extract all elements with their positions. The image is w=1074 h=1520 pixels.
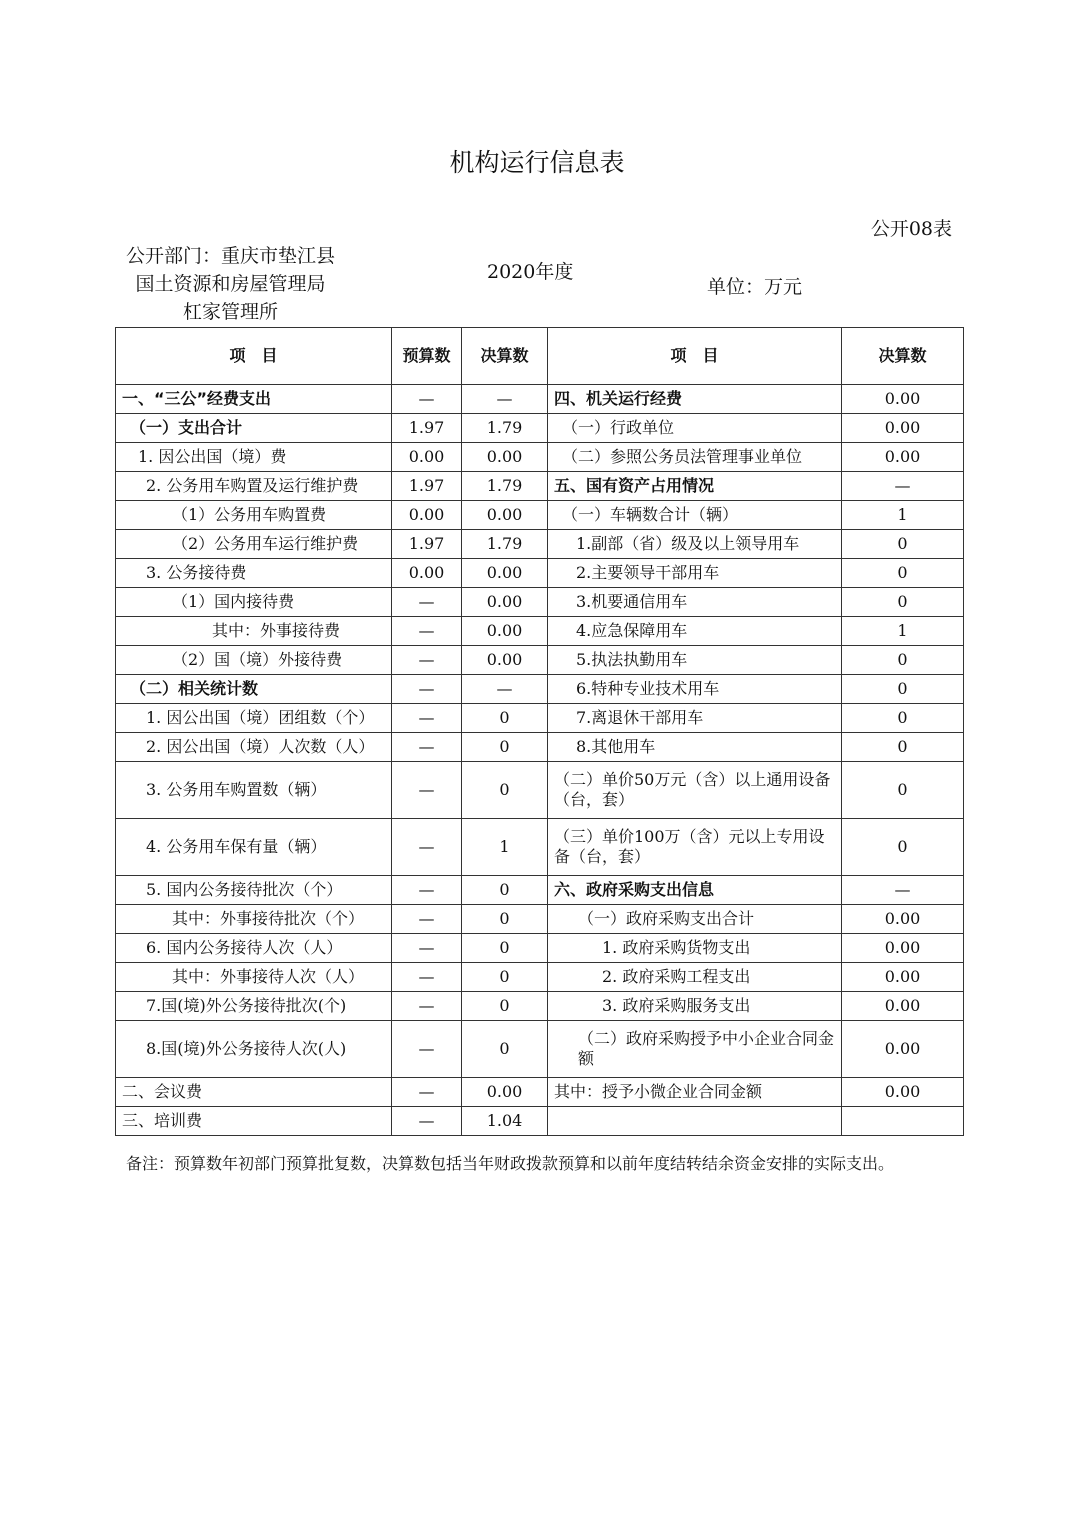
row-right-value: 0 — [842, 646, 964, 675]
header-budget-text: 预算数 — [402, 346, 451, 365]
row-right-item: 六、政府采购支出信息 — [548, 876, 842, 905]
row-right-item: 4.应急保障用车 — [548, 617, 842, 646]
table-row — [116, 530, 964, 559]
row-right-item: （二）参照公务员法管理事业单位 — [548, 443, 842, 472]
row-right-value: 0.00 — [842, 443, 964, 472]
row-right-item: 五、国有资产占用情况 — [548, 472, 842, 501]
row-right-item: 1.副部（省）级及以上领导用车 — [548, 530, 842, 559]
fiscal-year: 2020年度 — [487, 261, 574, 283]
row-budget-value: — — [392, 934, 462, 963]
table-row — [116, 385, 964, 414]
row-budget-value: — — [392, 675, 462, 704]
row-budget-value: — — [392, 876, 462, 905]
row-right-item: （二）单价50万元（含）以上通用设备（台，套） — [548, 762, 842, 819]
row-left-item: 8.国(境)外公务接待人次(人) — [116, 1021, 392, 1078]
row-right-value — [842, 1107, 964, 1136]
row-final-value: 0.00 — [462, 646, 548, 675]
header-budget — [392, 328, 462, 385]
row-final-value: — — [462, 385, 548, 414]
row-budget-value: — — [392, 733, 462, 762]
row-budget-value: — — [392, 646, 462, 675]
row-final-value: 0.00 — [462, 1078, 548, 1107]
row-right-value: — — [842, 472, 964, 501]
table-body — [116, 385, 964, 1136]
row-left-item: 7.国(境)外公务接待批次(个) — [116, 992, 392, 1021]
row-right-value: 0.00 — [842, 934, 964, 963]
table-row — [116, 675, 964, 704]
row-budget-value: — — [392, 963, 462, 992]
row-budget-value: 1.97 — [392, 414, 462, 443]
row-right-value: 0.00 — [842, 1078, 964, 1107]
table-row — [116, 762, 964, 819]
row-budget-value: — — [392, 819, 462, 876]
table-row — [116, 1021, 964, 1078]
table-row — [116, 559, 964, 588]
row-right-item: （三）单价100万（含）元以上专用设备（台，套） — [548, 819, 842, 876]
row-final-value: 0 — [462, 905, 548, 934]
row-right-value: 0 — [842, 559, 964, 588]
row-budget-value: 1.97 — [392, 472, 462, 501]
row-left-item: （二）相关统计数 — [116, 675, 392, 704]
row-right-item: 7.离退休干部用车 — [548, 704, 842, 733]
row-final-value: 1.79 — [462, 530, 548, 559]
row-right-item: 8.其他用车 — [548, 733, 842, 762]
table-row — [116, 992, 964, 1021]
table-row — [116, 501, 964, 530]
row-right-value: 0.00 — [842, 963, 964, 992]
row-right-value: 0 — [842, 704, 964, 733]
table-row — [116, 963, 964, 992]
row-left-item: 5. 国内公务接待批次（个） — [116, 876, 392, 905]
footnote: 备注：预算数年初部门预算批复数，决算数包括当年财政拨款预算和以前年度结转结余资金安排的实际支出。 — [126, 1154, 895, 1173]
row-final-value: 0.00 — [462, 588, 548, 617]
header-right-item: 项 目 — [548, 328, 842, 385]
row-right-value: 0 — [842, 675, 964, 704]
row-left-item: 2. 公务用车购置及运行维护费 — [116, 472, 392, 501]
table-row — [116, 443, 964, 472]
row-right-item: （一）车辆数合计（辆） — [548, 501, 842, 530]
row-left-item: （1）公务用车购置费 — [116, 501, 392, 530]
row-budget-value: 0.00 — [392, 501, 462, 530]
table-row — [116, 704, 964, 733]
department-block — [126, 242, 335, 326]
unit-label: 单位：万元 — [707, 276, 803, 298]
table-row — [116, 934, 964, 963]
row-left-item: 其中：外事接待批次（个） — [116, 905, 392, 934]
row-right-value: 0 — [842, 819, 964, 876]
row-right-item: （一）行政单位 — [548, 414, 842, 443]
row-final-value: 0 — [462, 762, 548, 819]
row-left-item: （2）国（境）外接待费 — [116, 646, 392, 675]
header-final: 决算数 — [462, 328, 548, 385]
row-left-item: （1）国内接待费 — [116, 588, 392, 617]
row-right-item: 其中：授予小微企业合同金额 — [548, 1078, 842, 1107]
row-budget-value: 0.00 — [392, 559, 462, 588]
row-budget-value: — — [392, 617, 462, 646]
table-row — [116, 1078, 964, 1107]
row-right-value: 0 — [842, 530, 964, 559]
row-right-item: 2.主要领导干部用车 — [548, 559, 842, 588]
row-final-value: 1 — [462, 819, 548, 876]
row-final-value: 0.00 — [462, 443, 548, 472]
row-left-item: 其中：外事接待费 — [116, 617, 392, 646]
row-final-value: 0.00 — [462, 501, 548, 530]
row-right-item: 6.特种专业技术用车 — [548, 675, 842, 704]
row-final-value: 1.04 — [462, 1107, 548, 1136]
row-left-item: 其中：外事接待人次（人） — [116, 963, 392, 992]
table-row — [116, 819, 964, 876]
row-right-item: 四、机关运行经费 — [548, 385, 842, 414]
row-budget-value: — — [392, 1021, 462, 1078]
row-right-value: 1 — [842, 617, 964, 646]
row-final-value: 0 — [462, 963, 548, 992]
table-row — [116, 472, 964, 501]
row-right-item: 3. 政府采购服务支出 — [548, 992, 842, 1021]
row-right-value: 0.00 — [842, 992, 964, 1021]
row-final-value: — — [462, 675, 548, 704]
row-left-item: （一）支出合计 — [116, 414, 392, 443]
row-left-item: （2）公务用车运行维护费 — [116, 530, 392, 559]
row-final-value: 1.79 — [462, 414, 548, 443]
row-right-item: （一）政府采购支出合计 — [548, 905, 842, 934]
row-final-value: 0.00 — [462, 559, 548, 588]
table-row — [116, 646, 964, 675]
table-row — [116, 905, 964, 934]
table-row — [116, 617, 964, 646]
row-budget-value: — — [392, 1107, 462, 1136]
row-final-value: 0 — [462, 992, 548, 1021]
row-right-value: 0.00 — [842, 385, 964, 414]
row-right-value: 0 — [842, 588, 964, 617]
row-right-item: 1. 政府采购货物支出 — [548, 934, 842, 963]
department-line-3: 杠家管理所 — [183, 301, 279, 323]
row-right-value: 1 — [842, 501, 964, 530]
row-left-item: 3. 公务接待费 — [116, 559, 392, 588]
row-final-value: 0 — [462, 704, 548, 733]
row-right-item: （二）政府采购授予中小企业合同金额 — [548, 1021, 842, 1078]
row-budget-value: — — [392, 762, 462, 819]
department-line-1: 公开部门：重庆市垫江县 — [126, 245, 336, 267]
header-left-item: 项 目 — [116, 328, 392, 385]
table-row — [116, 876, 964, 905]
row-budget-value: — — [392, 1078, 462, 1107]
header-right-final: 决算数 — [842, 328, 964, 385]
table-row — [116, 733, 964, 762]
row-right-value: 0.00 — [842, 1021, 964, 1078]
table-header-row — [116, 328, 964, 385]
form-number: 公开08表 — [870, 218, 952, 240]
row-right-item: 2. 政府采购工程支出 — [548, 963, 842, 992]
row-left-item: 2. 因公出国（境）人次数（人） — [116, 733, 392, 762]
row-right-item: 3.机要通信用车 — [548, 588, 842, 617]
row-final-value: 0 — [462, 934, 548, 963]
row-right-value: 0 — [842, 762, 964, 819]
info-table — [115, 327, 964, 1136]
row-right-value: 0.00 — [842, 414, 964, 443]
row-final-value: 1.79 — [462, 472, 548, 501]
row-right-item: 5.执法执勤用车 — [548, 646, 842, 675]
row-left-item: 二、会议费 — [116, 1078, 392, 1107]
page-title: 机构运行信息表 — [449, 148, 625, 177]
row-left-item: 三、培训费 — [116, 1107, 392, 1136]
row-right-item — [548, 1107, 842, 1136]
row-left-item: 6. 国内公务接待人次（人） — [116, 934, 392, 963]
row-final-value: 0 — [462, 733, 548, 762]
row-final-value: 0 — [462, 876, 548, 905]
row-budget-value: — — [392, 992, 462, 1021]
row-right-value: 0 — [842, 733, 964, 762]
row-budget-value: 0.00 — [392, 443, 462, 472]
row-final-value: 0 — [462, 1021, 548, 1078]
row-left-item: 3. 公务用车购置数（辆） — [116, 762, 392, 819]
row-right-value: 0.00 — [842, 905, 964, 934]
row-budget-value: — — [392, 905, 462, 934]
table-row — [116, 414, 964, 443]
row-left-item: 1. 因公出国（境）费 — [116, 443, 392, 472]
row-final-value: 0.00 — [462, 617, 548, 646]
row-budget-value: 1.97 — [392, 530, 462, 559]
row-left-item: 一、“三公”经费支出 — [116, 385, 392, 414]
table-row — [116, 1107, 964, 1136]
row-left-item: 4. 公务用车保有量（辆） — [116, 819, 392, 876]
row-budget-value: — — [392, 704, 462, 733]
table-row — [116, 588, 964, 617]
department-line-2: 国土资源和房屋管理局 — [135, 273, 326, 295]
row-budget-value: — — [392, 588, 462, 617]
row-left-item: 1. 因公出国（境）团组数（个） — [116, 704, 392, 733]
row-budget-value: — — [392, 385, 462, 414]
row-right-value: — — [842, 876, 964, 905]
